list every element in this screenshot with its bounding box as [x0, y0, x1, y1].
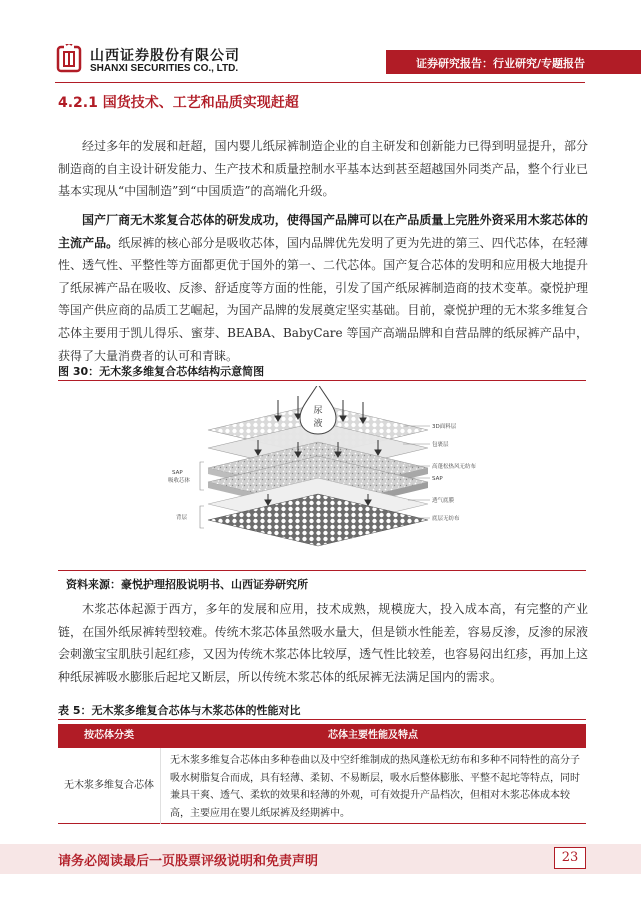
table-cell-category: 无木浆多维复合芯体 — [64, 780, 154, 791]
company-name-cn: 山西证券股份有限公司 — [90, 48, 240, 64]
table-cell-description: 无木浆多维复合芯体由多种卷曲以及中空纤维制成的热风蓬松无纺布和多种不同特性的高分子吸水树脂复合而成，具有轻薄、柔韧、不易断层，吸水后整体膨胀、平整不起坨等特点，同时兼具干爽、透气、柔软的效果和轻薄的外观，可有效提升产品档次，但相对木浆芯体成本较高，主要应用在婴儿纸尿裤及经期裤中。 — [170, 755, 580, 819]
paragraph-2-body: 纸尿裤的核心部分是吸收芯体，国内品牌优先发明了更为先进的第三、四代芯体，在轻薄性、透气性、平整性等方面都更优于国外的第一、二代芯体。国产复合芯体的发明和应用极大地提升了纸尿裤产品在吸收、反渗、舒适度等方面的性能，引发了国产纸尿裤制造商的技术变革。豪悦护理等国产供应商的品质工艺崛起，为国产品牌的发展奠定坚实基础。目前，豪悦护理的无木浆多维复合芯体主要用于凯儿得乐、蜜芽、BEABA、BabyCare 等国产高端品牌和自营品牌的纸尿裤产品中，获得了大量消费者的认可和青睐。 — [58, 235, 588, 363]
company-logo-icon — [55, 44, 83, 74]
drop-label-1: 尿 — [313, 406, 323, 416]
label-left-core: 吸收芯体 — [168, 478, 191, 484]
label-left-sap: SAP — [172, 470, 183, 476]
table-header-features: 芯体主要性能及特点 — [328, 730, 418, 741]
figure-source: 资料来源：豪悦护理招股说明书、山西证券研究所 — [66, 578, 308, 591]
table-column-divider — [160, 748, 161, 824]
company-name-en: SHANXI SECURITIES CO., LTD. — [90, 63, 239, 74]
label-film: 透气底膜 — [432, 498, 455, 504]
header-divider — [55, 82, 585, 83]
page-number: 23 — [554, 847, 586, 869]
table-title: 表 5：无木浆多维复合芯体与木浆芯体的性能对比 — [58, 704, 301, 717]
paragraph-2 — [58, 209, 588, 367]
figure-title: 图 30：无木浆多维复合芯体结构示意简图 — [58, 365, 265, 378]
label-high-loft: 高蓬松热风无纺布 — [432, 464, 477, 470]
label-sap: SAP — [432, 476, 443, 482]
paragraph-3: 木浆芯体起源于西方，多年的发展和应用，技术成熟，规模庞大，投入成本高，有完整的产业链，在国外纸尿裤转型较难。传统木浆芯体虽然吸水量大，但是锁水性能差，容易反渗，反渗的尿液会刺激宝宝肌肤引起红疹，又因为传统木浆芯体比较厚，透气性比较差，也容易闷出红疹，再加上这种纸尿裤吸水膨胀后起坨又断层，所以传统木浆芯体的纸尿裤无法满足国内的需求。 — [58, 602, 588, 684]
core-structure-diagram — [168, 386, 488, 566]
label-wrap: 包裹层 — [432, 442, 449, 448]
table-header-category: 按芯体分类 — [84, 730, 134, 741]
page-header — [0, 0, 641, 90]
footer-disclaimer: 请务必阅读最后一页股票评级说明和免责声明 — [58, 854, 319, 869]
label-bottom: 底层无纺布 — [432, 516, 460, 522]
label-3d-fabric: 3D面料层 — [432, 424, 457, 430]
paragraph-2-lead: 国产厂商无木浆复合芯体的研发成功，使得国产品牌可以在产品质量上完胜外资采用木浆芯体的主流产品。 — [58, 213, 588, 250]
report-type: 证券研究报告：行业研究/专题报告 — [416, 57, 586, 70]
paragraph-1: 经过多年的发展和赶超，国内婴儿纸尿裤制造企业的自主研发和创新能力已得到明显提升，部分制造商的自主设计研发能力、生产技术和质量控制水平基本达到甚至超越国外同类产品，整个行业已基本实现从“中国制造”到“中国质造”的高端化升级。 — [58, 139, 588, 199]
section-title: 4.2.1 国货技术、工艺和品质实现赶超 — [58, 95, 299, 111]
label-left-back: 背层 — [176, 515, 188, 521]
table-top-rule — [58, 719, 586, 720]
drop-label-2: 液 — [313, 419, 323, 429]
figure-bottom-rule — [58, 570, 586, 571]
figure-top-rule — [58, 380, 586, 381]
